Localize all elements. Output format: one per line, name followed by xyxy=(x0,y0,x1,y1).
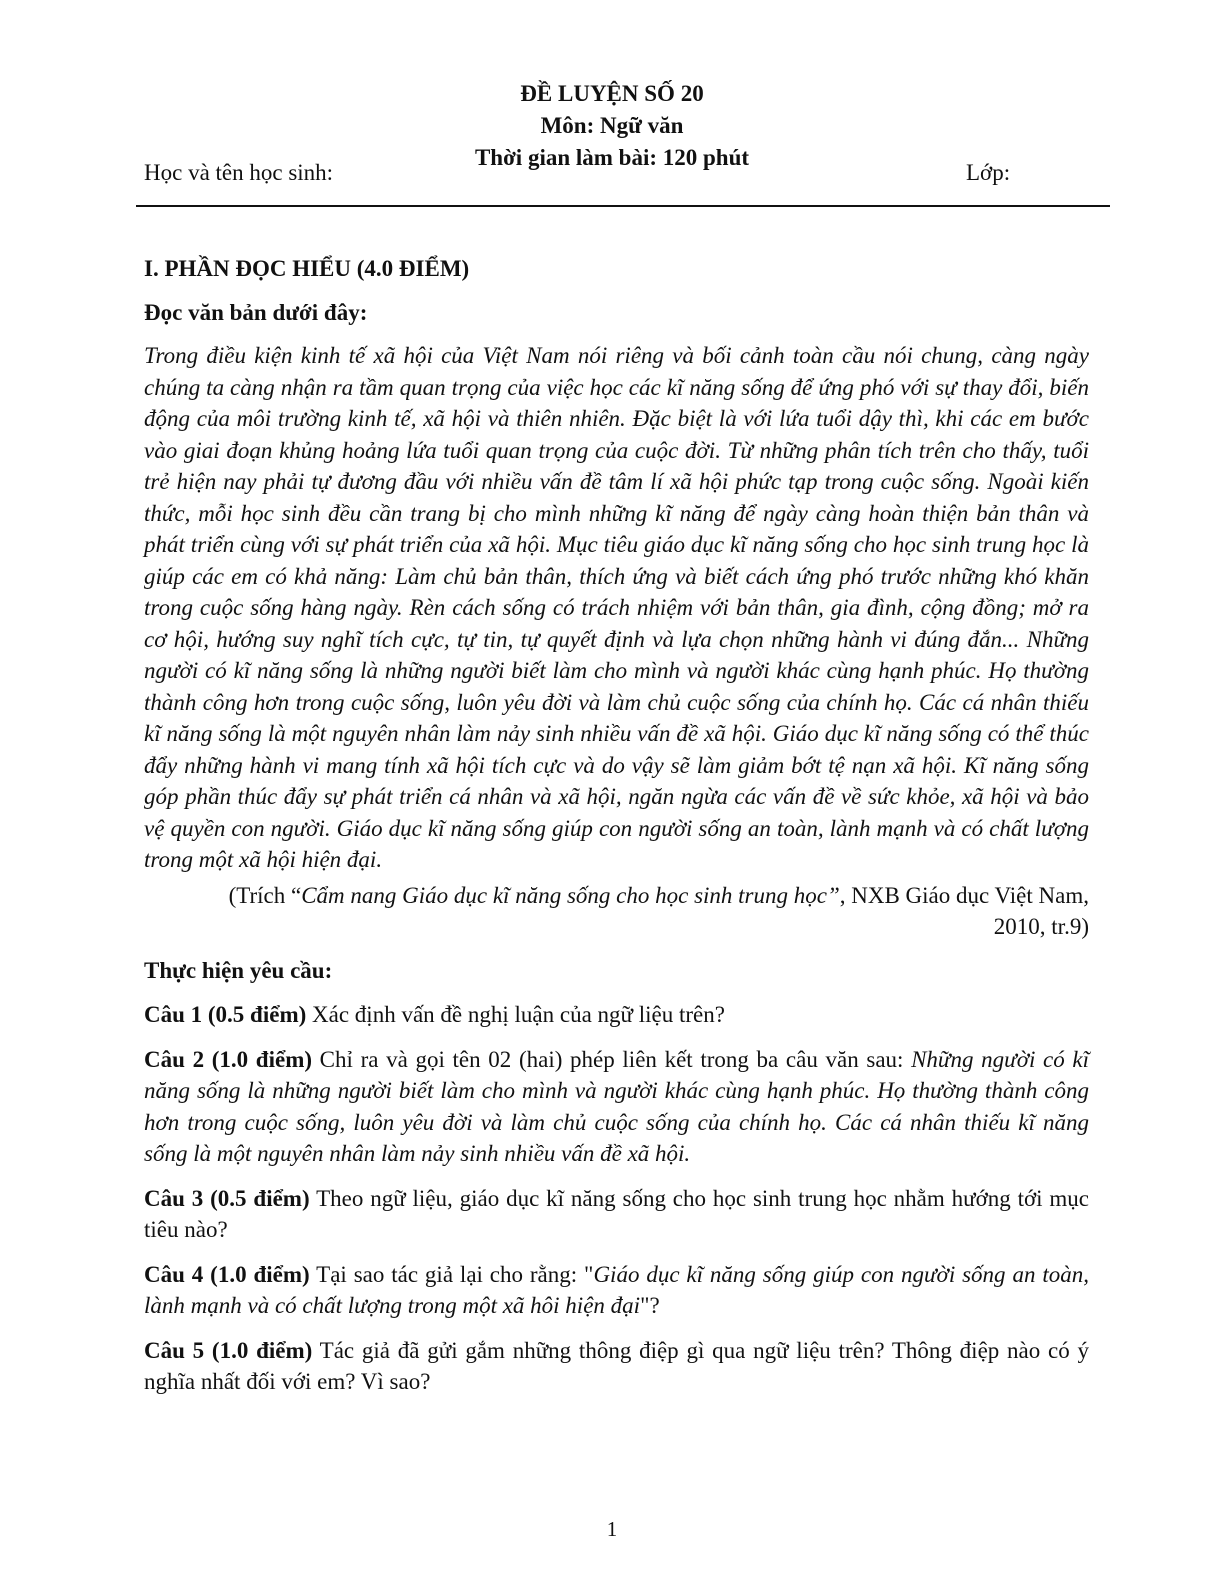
question-text: Theo ngữ liệu, giáo dục kĩ năng sống cho học sinh trung học nhằm hướng tới mục tiêu nào? xyxy=(144,1185,1090,1242)
question-label: Câu 1 (0.5 điểm) xyxy=(144,1002,307,1027)
question-label: Câu 2 (1.0 điểm) xyxy=(144,1046,313,1072)
citation-prefix: (Trích “ xyxy=(228,882,302,908)
citation xyxy=(144,880,1089,943)
question-label: Câu 3 (0.5 điểm) xyxy=(144,1185,310,1211)
question-1 xyxy=(144,999,1089,1031)
header-divider xyxy=(136,205,1110,207)
student-name-label: Học và tên học sinh: xyxy=(144,160,334,185)
question-text: Chỉ ra và gọi tên 02 (hai) phép liên kết trong ba câu văn sau: xyxy=(312,1046,912,1072)
question-tail: "? xyxy=(640,1293,660,1318)
citation-title: Cẩm nang Giáo dục kĩ năng sống cho học sinh trung học” xyxy=(301,882,840,908)
main-content xyxy=(144,253,1089,1411)
question-text: Tại sao tác giả lại cho rằng: " xyxy=(309,1261,594,1287)
exam-duration: Thời gian làm bài: 120 phút xyxy=(474,145,750,170)
question-quote: Những người có kĩ năng sống là những người biết làm cho mình và người khác cùng hạnh phúc. Họ thường thành công hơn trong cuộc sống, luôn yêu đời và làm chủ cuộc sống của chính họ. Các cá nhân thiếu kĩ năng sống là một nguyên nhân làm nảy sinh nhiều vấn đề xã hội. xyxy=(144,1046,1089,1166)
exam-title: ĐỀ LUYỆN SỐ 20 xyxy=(520,81,704,106)
section-heading: I. PHẦN ĐỌC HIỂU (4.0 ĐIỂM) xyxy=(144,256,470,281)
question-text: Xác định vấn đề nghị luận của ngữ liệu trên? xyxy=(306,1002,725,1027)
question-quote: Giáo dục kĩ năng sống giúp con người sống an toàn, lành mạnh và có chất lượng trong một xã hôi hiện đại xyxy=(144,1261,1089,1318)
citation-year-page: 2010, tr.9) xyxy=(993,914,1089,939)
question-text: Tác giả đã gửi gắm những thông điệp gì qua ngữ liệu trên? Thông điệp nào có ý nghĩa nhất đối với em? Vì sao? xyxy=(144,1337,1089,1394)
class-label: Lớp: xyxy=(966,160,1011,185)
read-prompt: Đọc văn bản dưới đây: xyxy=(144,299,368,325)
reading-passage: Trong điều kiện kinh tế xã hội của Việt Nam nói riêng và bối cảnh toàn cầu nói chung, càng ngày chúng ta càng nhận ra tầm quan trọng của việc học các kĩ năng sống để ứng phó với sự thay đổi, biến động của môi trường kinh tế, xã hội và thiên nhiên. Đặc biệt là với lứa tuổi dậy thì, khi các em bước vào giai đoạn khủng hoảng lứa tuổi quan trọng của cuộc đời. Từ những phân tích trên cho thấy, tuổi trẻ hiện nay phải tự đương đầu với nhiều vấn đề tâm lí xã hội phức tạp trong cuộc sống. Ngoài kiến thức, mỗi học sinh đều cần trang bị cho mình những kĩ năng để ngày càng hoàn thiện bản thân và phát triển cùng với sự phát triển của xã hội. Mục tiêu giáo dục kĩ năng sống cho học sinh trung học là giúp các em có khả năng: Làm chủ bản thân, thích ứng và biết cách ứng phó trước những khó khăn trong cuộc sống hàng ngày. Rèn cách sống có trách nhiệm với bản thân, gia đình, cộng đồng; mở ra cơ hội, hướng suy nghĩ tích cực, tự tin, tự quyết định và lựa chọn những hành vi đúng đắn... Những người có kĩ năng sống là những người biết làm cho mình và người khác cùng hạnh phúc. Họ thường thành công hơn trong cuộc sống, luôn yêu đời và làm chủ cuộc sống của chính họ. Các cá nhân thiếu kĩ năng sống là một nguyên nhân làm nảy sinh nhiều vấn đề xã hội. Giáo dục kĩ năng sống có thể thúc đẩy những hành vi mang tính xã hội tích cực và do vậy sẽ làm giảm bớt tệ nạn xã hội. Kĩ năng sống góp phần thúc đẩy sự phát triển cá nhân và xã hội, ngăn ngừa các vấn đề về sức khỏe, xã hội và bảo vệ quyền con người. Giáo dục kĩ năng sống giúp con người sống an toàn, lành mạnh và có chất lượng trong một xã hội hiện đại. xyxy=(144,343,1089,872)
question-4 xyxy=(144,1259,1089,1322)
question-label: Câu 4 (1.0 điểm) xyxy=(144,1261,310,1287)
question-5 xyxy=(144,1335,1089,1398)
question-label: Câu 5 (1.0 điểm) xyxy=(144,1337,313,1363)
tasks-heading: Thực hiện yêu cầu: xyxy=(144,957,333,983)
citation-publisher: , NXB Giáo dục Việt Nam, xyxy=(839,882,1089,908)
question-3 xyxy=(144,1183,1089,1246)
question-2 xyxy=(144,1044,1089,1170)
page-number: 1 xyxy=(606,1517,618,1541)
exam-subject: Môn: Ngữ văn xyxy=(540,113,684,138)
